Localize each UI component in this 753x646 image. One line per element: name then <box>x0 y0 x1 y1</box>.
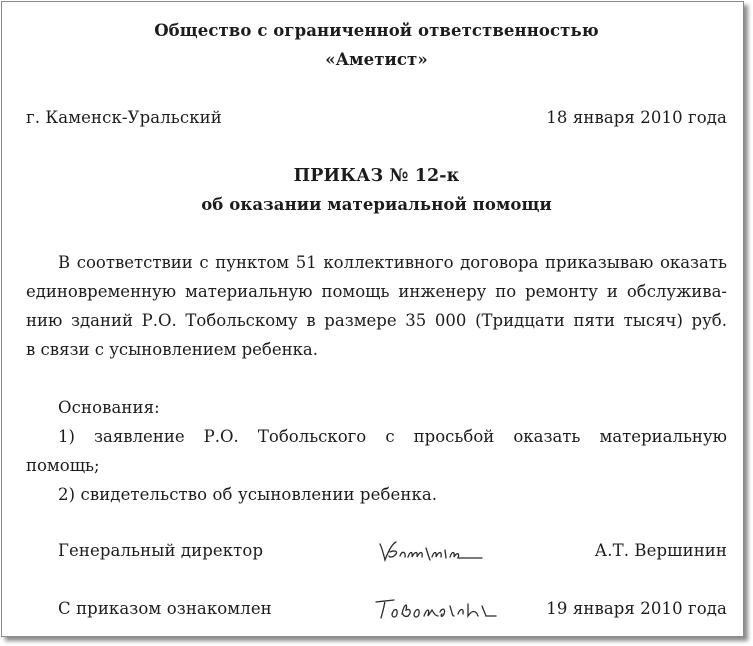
body-line-2: единовременную материальную помощь инженеру по ремонту и обслужива- <box>26 282 727 301</box>
grounds-line-2: помощь; <box>26 456 100 475</box>
org-name-line2: «Аметист» <box>325 50 428 69</box>
grounds-line-1: 1) заявление Р.О. Тобольского с просьбой оказать материальную <box>58 427 727 446</box>
grounds-line-3: 2) свидетельство об усыновлении ребенка. <box>58 485 438 504</box>
order-subject: об оказании материальной помощи <box>201 195 552 214</box>
body-line-3: нию зданий Р.О. Тобольскому в размере 35 000 (Тридцати пяти тысяч) руб. <box>26 311 727 330</box>
employee-signature <box>372 592 502 626</box>
order-date: 18 января 2010 года <box>546 108 727 127</box>
acknowledgment-label: С приказом ознакомлен <box>58 599 272 618</box>
city: г. Каменск-Уральский <box>26 108 222 127</box>
body-line-1: В соответствии с пунктом 51 коллективного договора приказываю оказать <box>58 253 727 272</box>
org-name-line1: Общество с ограниченной ответственностью <box>154 21 599 40</box>
body-line-4: в связи с усыновлением ребенка. <box>26 340 319 359</box>
grounds-heading: Основания: <box>58 398 160 417</box>
order-title: ПРИКАЗ № 12-к <box>293 166 460 186</box>
director-title: Генеральный директор <box>58 541 264 560</box>
acknowledgment-date: 19 января 2010 года <box>546 599 727 618</box>
director-signature <box>372 534 492 570</box>
director-name: А.Т. Вершинин <box>594 541 727 560</box>
